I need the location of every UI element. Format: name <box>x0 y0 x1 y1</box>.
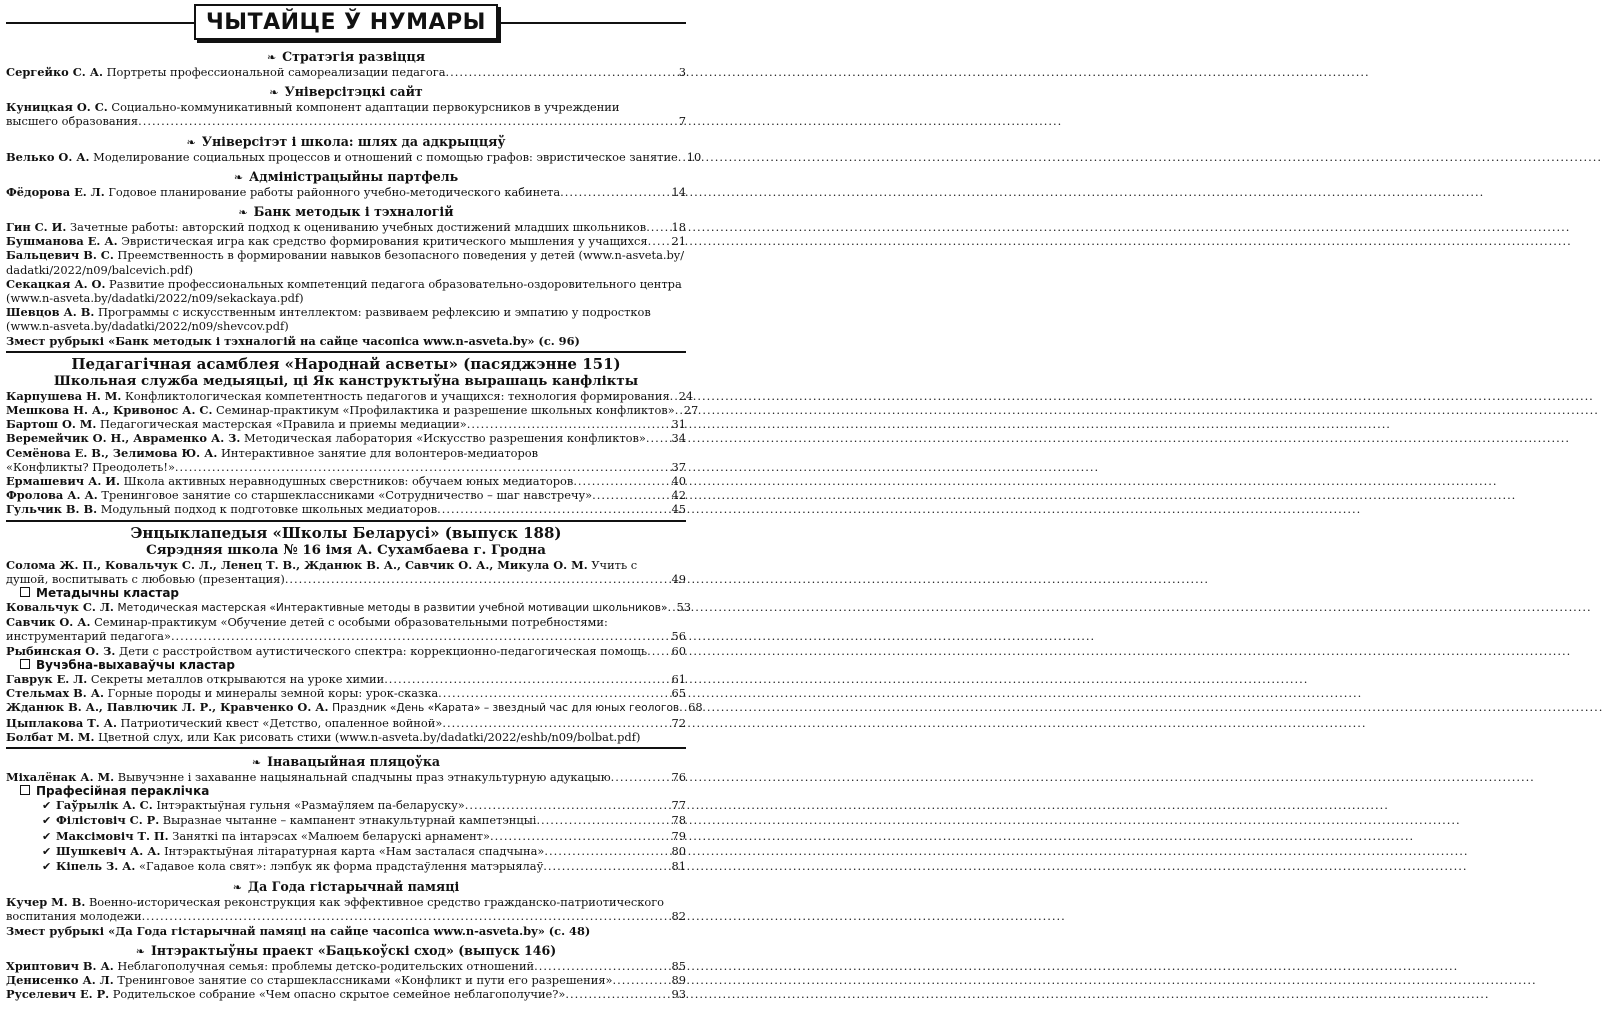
toc-entry <box>6 700 703 715</box>
dot-leader <box>437 502 670 516</box>
entry-title: Методическая мастерская «Интерактивные методы в развитии учебной мотивации школьников» <box>117 602 668 615</box>
checkmark-icon: ✔ <box>42 844 52 858</box>
entry-author: Максімовіч Т. П. <box>56 828 169 843</box>
toc-entry <box>6 770 686 784</box>
section-title: ❧ Да Года гістарычнай памяці <box>232 879 460 895</box>
checkbox-icon <box>20 659 30 669</box>
entry-title: Інтэрактыўная літаратурная карта «Нам засталася спадчына» <box>164 843 545 858</box>
toc-entry <box>6 248 686 276</box>
section-title: ❧ Інавацыйная пляцоўка <box>251 753 441 769</box>
entry-title-cont: душой, воспитывать с любовью (презентация) <box>6 571 285 586</box>
toc-entry <box>6 600 692 615</box>
toc-entry <box>6 615 686 643</box>
entry-title-cont: инструментарий педагога» <box>6 629 171 644</box>
dot-leader <box>668 600 676 614</box>
entry-author: Шевцов А. В. <box>6 305 95 320</box>
dot-leader <box>543 859 670 873</box>
entry-author: Кучер М. В. <box>6 895 86 910</box>
page-number: 21 <box>671 234 686 249</box>
entry-author: Фёдорова Е. Л. <box>6 184 105 199</box>
entry-title: Цветной слух, или Как рисовать стихи (www.n-asveta.by/dadatki/2022/eshb/n09/bolbat.pdf) <box>98 729 641 744</box>
entry-title-cont: воспитания молодежи <box>6 909 142 924</box>
dot-leader <box>560 185 670 199</box>
dot-leader <box>675 403 683 417</box>
dot-leader <box>611 770 671 784</box>
entry-title: Семинар-практикум «Профилактика и разрешение школьных конфликтов» <box>216 403 675 418</box>
entry-author: Гаврук Е. Л. <box>6 671 88 686</box>
section-divider <box>6 747 686 749</box>
checkmark-icon: ✔ <box>42 829 52 843</box>
checkbox-icon <box>20 785 30 795</box>
toc-entry <box>6 502 686 516</box>
entry-author: Жданюк В. А., Павлючик Л. Р., Кравченко О. А. <box>6 700 329 715</box>
dot-leader <box>670 389 678 403</box>
page-number: 78 <box>671 813 686 828</box>
cluster-heading: Вучэбна-выхаваўчы кластар <box>6 658 686 672</box>
toc-entry <box>6 388 694 403</box>
entry-author: Ковальчук С. Л. <box>6 600 114 615</box>
section-title: ❧ Стратэгія развіцця <box>266 49 426 64</box>
entry-title: Годовое планирование работы районного учебно-методического кабинета <box>108 184 561 199</box>
dot-leader <box>442 716 670 730</box>
toc-entry <box>6 959 686 973</box>
ornament-icon: ❧ <box>232 881 242 895</box>
toc-entry <box>6 973 686 987</box>
entry-author: Міхалёнак А. М. <box>6 769 115 784</box>
innovation-lead <box>6 770 686 784</box>
dot-leader <box>175 460 671 474</box>
entry-author: Руселевич Е. Р. <box>6 987 110 1002</box>
dot-leader <box>544 844 670 858</box>
assembly-title: Педагагічная асамблея «Народнай асветы» (пасяджэнне 151) <box>71 354 621 373</box>
page-number: 81 <box>671 858 686 873</box>
dot-leader <box>171 629 671 643</box>
entry-title: Военно-историческая реконструкция как эффективное средство гражданско-патриотического <box>88 895 665 910</box>
page-number: 37 <box>671 459 686 474</box>
entry-title: Школа активных неравнодушных сверстников: обучаем юных медиаторов <box>123 474 574 489</box>
entry-author: Ермашевич А. И. <box>6 474 121 489</box>
project-list <box>6 959 686 1002</box>
section-title: ❧ Адміністрацыйны партфель <box>233 168 459 184</box>
entry-title: Тренинговое занятие со старшеклассниками «Сотрудничество – шаг навстречу» <box>101 488 593 503</box>
dot-leader <box>465 798 671 812</box>
entry-title: Зачетные работы: авторский подход к оцениванию учебных достижений младших школьников <box>69 220 647 235</box>
ornament-icon: ❧ <box>233 170 244 184</box>
entry-author: Савчик О. А. <box>6 615 91 630</box>
checkbox-icon <box>20 587 30 597</box>
dot-leader <box>138 114 678 128</box>
entry-author: Філістовіч С. Р. <box>56 813 160 828</box>
toc-entry <box>6 644 686 658</box>
page-number: 61 <box>671 671 686 686</box>
entry-title: Семинар-практикум «Обучение детей с особыми образовательными потребностями: <box>94 615 608 630</box>
page-number: 89 <box>671 972 686 987</box>
sections-list <box>6 49 702 348</box>
page-number: 34 <box>671 431 686 446</box>
dot-leader <box>646 431 671 445</box>
dot-leader <box>592 488 670 502</box>
dot-leader <box>534 959 670 973</box>
dot-leader <box>647 644 670 658</box>
dot-leader <box>490 829 671 843</box>
toc-entry <box>6 730 686 744</box>
entry-author: Шушкевіч А. А. <box>56 843 161 858</box>
dot-leader <box>285 572 671 586</box>
page-number: 53 <box>676 600 692 615</box>
entry-title: Секреты металлов открываются на уроке химии <box>90 671 385 686</box>
entry-title: Родительское собрание «Чем опасно скрытое семейное неблагополучие?» <box>112 987 566 1002</box>
entry-title: Эвристическая игра как средство формирования критического мышления у учащихся <box>121 234 648 249</box>
entry-title: Развитие профессиональных компетенций педагога образовательно-оздоровительного центра <box>109 276 682 291</box>
entry-author: Гин С. И. <box>6 220 67 235</box>
entry-author: Гульчик В. В. <box>6 502 98 517</box>
innovation-list <box>6 798 686 874</box>
toc-entry <box>6 859 686 874</box>
toc-entry <box>6 895 686 923</box>
toc-entry <box>6 716 686 730</box>
dot-leader <box>467 417 671 431</box>
entry-author: Кіпель З. А. <box>56 858 136 873</box>
entry-title: Праздник «День «Карата» – звездный час для юных геологов <box>332 702 680 715</box>
entry-author: Болбат М. М. <box>6 729 95 744</box>
entry-title-cont: (www.n-asveta.by/dadatki/2022/n09/sekackaya.pdf) <box>6 291 304 306</box>
entry-author: Бальцевич В. С. <box>6 248 114 263</box>
entry-author: Секацкая А. О. <box>6 276 106 291</box>
entry-author: Стельмах В. А. <box>6 686 104 701</box>
page-number: 3 <box>678 65 686 79</box>
page-number: 14 <box>671 184 686 199</box>
toc-entry <box>6 446 686 474</box>
entry-title: Программы с искусственным интеллектом: развиваем рефлексию и эмпатию у подростков <box>97 305 651 320</box>
entry-title: Заняткі па інтарэсах «Малюем беларускі арнамент» <box>172 828 490 843</box>
toc-entry <box>6 686 686 700</box>
toc-entry <box>6 100 686 128</box>
section-title: ❧ Інтэрактыўны праект «Бацькоўскі сход» (выпуск 146) <box>135 942 557 958</box>
toc-entry <box>6 987 686 1001</box>
toc-entry <box>6 234 686 248</box>
section-title: ❧ Банк методык і тэхналогій <box>238 204 454 220</box>
encyclopedia-subtitle: Сярэдняя школа № 16 імя А. Сухамбаева г. Гродна <box>146 541 546 558</box>
dot-leader <box>536 813 670 827</box>
toc-entry <box>6 149 702 164</box>
toc-entry <box>6 305 686 333</box>
entry-author: Сергейко С. А. <box>6 65 103 79</box>
checkmark-icon: ✔ <box>42 814 52 828</box>
toc-entry <box>6 277 686 305</box>
section-divider <box>6 351 686 353</box>
page-number: 72 <box>671 715 686 730</box>
page-number: 24 <box>678 388 694 403</box>
entry-author: Гаўрылік А. С. <box>56 798 153 813</box>
toc-entry <box>6 417 686 431</box>
page-number: 82 <box>671 909 686 924</box>
toc-entry <box>6 672 686 686</box>
entry-title: Социально-коммуникативный компонент адаптации первокурсников в учреждении <box>111 100 620 115</box>
section-divider <box>6 520 686 522</box>
toc-entry <box>6 798 686 813</box>
checkmark-icon: ✔ <box>42 799 52 813</box>
ornament-icon: ❧ <box>251 755 262 769</box>
entry-author: Рыбинская О. З. <box>6 643 116 658</box>
page-number: 93 <box>671 987 686 1002</box>
toc-entry <box>6 220 686 234</box>
dot-leader <box>142 909 671 923</box>
entry-title: Интерактивное занятие для волонтеров-медиаторов <box>220 445 539 460</box>
dot-leader <box>438 686 670 700</box>
entry-title: Патриотический квест «Детство, опаленное войной» <box>120 715 443 730</box>
ornament-icon: ❧ <box>135 944 145 958</box>
entry-author: Веремейчик О. Н., Авраменко А. З. <box>6 431 241 446</box>
rubric-note: Змест рубрыкі «Банк методык і тэхналогій на сайце часопіса www.n-asveta.by» (с. 96) <box>6 333 580 348</box>
checkmark-icon: ✔ <box>42 859 52 873</box>
dot-leader <box>613 973 671 987</box>
entry-author: Карпушева Н. М. <box>6 388 122 403</box>
dot-leader <box>446 65 678 79</box>
header <box>6 0 686 44</box>
entry-author: Велько О. А. <box>6 149 90 164</box>
entry-author: Мешкова Н. А., Кривонос А. С. <box>6 403 213 418</box>
contents-page <box>6 0 703 1002</box>
entry-title: Педагогическая мастерская «Правила и приемы медиации» <box>100 417 467 432</box>
toc-entry <box>6 844 686 859</box>
dot-leader <box>565 987 670 1001</box>
cluster2-list <box>6 671 703 744</box>
page-number: 18 <box>671 220 686 235</box>
page-number: 77 <box>671 798 686 813</box>
toc-entry <box>6 488 686 502</box>
dot-leader <box>678 150 686 164</box>
dot-leader <box>646 220 670 234</box>
page-title: ЧЫТАЙЦЕ Ў НУМАРЫ <box>194 4 498 40</box>
entry-author: Семёнова Е. В., Зелимова Ю. А. <box>6 445 218 460</box>
toc-entry <box>6 558 686 586</box>
entry-title: Дети с расстройством аутистического спектра: коррекционно-педагогическая помощь <box>118 643 648 658</box>
dot-leader <box>573 474 670 488</box>
cluster1-list <box>6 600 692 658</box>
entry-title: Выразнае чытанне – кампанент этнакультурнай кампетэнцыі <box>162 813 537 828</box>
entry-title: Тренинговое занятие со старшеклассниками «Конфликт и пути его разрешения» <box>117 972 613 987</box>
section-title: ❧ Універсітэцкі сайт <box>269 84 423 100</box>
memory-lead <box>6 895 686 923</box>
page-number: 68 <box>688 700 703 715</box>
entry-title-cont: «Конфликты? Преодолеть!» <box>6 459 175 474</box>
page-number: 31 <box>671 417 686 432</box>
toc-entry <box>6 474 686 488</box>
encyclopedia-lead <box>6 558 686 586</box>
entry-title-cont: высшего образования <box>6 114 139 129</box>
assembly-subtitle: Школьная служба медыяцыі, ці Як канструктыўна вырашаць канфлікты <box>53 372 639 389</box>
assembly-list <box>6 388 699 517</box>
entry-title: Конфликтологическая компетентность педагогов и учащихся: технология формирования <box>124 388 670 403</box>
page-number: 60 <box>671 643 686 658</box>
page-number: 85 <box>671 958 686 973</box>
entry-title: Вывучэнне і захаванне нацыянальнай спадчыны праз этнакультурную адукацыю <box>117 769 611 784</box>
entry-title: Методическая лаборатория «Искусство разрешения конфликтов» <box>243 431 646 446</box>
page-number: 80 <box>671 843 686 858</box>
page-number: 40 <box>671 474 686 489</box>
cluster-heading: Метадычны кластар <box>6 586 686 600</box>
page-number: 7 <box>678 114 686 129</box>
page-number: 27 <box>683 403 699 418</box>
entry-author: Солома Ж. П., Ковальчук С. Л., Ленец Т. В., Жданюк В. А., Савчик О. А., Микула О. М. <box>6 557 588 572</box>
page-number: 42 <box>671 488 686 503</box>
toc-entry <box>6 813 686 828</box>
page-number: 10 <box>686 149 702 164</box>
toc-entry <box>6 185 686 199</box>
dot-leader <box>679 700 687 714</box>
entry-title: Горные породы и минералы земной коры: урок-сказка <box>107 686 439 701</box>
dot-leader <box>384 672 670 686</box>
page-number: 45 <box>671 502 686 517</box>
entry-title: Інтэрактыўная гульня «Размаўляем па-беларуску» <box>156 798 465 813</box>
page-number: 49 <box>671 571 686 586</box>
entry-title: Модульный подход к подготовке школьных медиаторов <box>100 502 438 517</box>
page-number: 65 <box>671 686 686 701</box>
page-number: 56 <box>671 629 686 644</box>
page-number: 79 <box>671 828 686 843</box>
entry-author: Хриптович В. А. <box>6 958 114 973</box>
entry-author: Денисенко А. Л. <box>6 972 114 987</box>
entry-title: Портреты профессиональной самореализации педагога <box>106 65 446 79</box>
entry-title-cont: (www.n-asveta.by/dadatki/2022/n09/shevcov.pdf) <box>6 319 289 334</box>
toc-entry <box>6 65 686 79</box>
toc-entry <box>6 829 686 844</box>
ornament-icon: ❧ <box>186 135 196 149</box>
entry-title: «Гадавое кола свят»: лэпбук як форма прадстаўлення матэрыялаў <box>139 858 544 873</box>
page-number: 76 <box>671 769 686 784</box>
entry-author: Бушманова Е. А. <box>6 234 118 249</box>
entry-author: Бартош О. М. <box>6 417 97 432</box>
toc-entry <box>6 403 699 418</box>
entry-title: Моделирование социальных процессов и отношений с помощью графов: эвристическое занятие <box>93 149 678 164</box>
ornament-icon: ❧ <box>238 206 248 220</box>
entry-title: Учить с <box>591 557 638 572</box>
toc-entry <box>6 431 686 445</box>
dot-leader <box>648 234 671 248</box>
entry-author: Фролова А. А. <box>6 488 98 503</box>
encyclopedia-title: Энцыклапедыя «Школы Беларусі» (выпуск 188) <box>130 523 562 542</box>
entry-author: Цыплакова Т. А. <box>6 715 117 730</box>
rubric-note: Змест рубрыкі «Да Года гістарычнай памяці на сайце часопіса www.n-asveta.by» (с. 48) <box>6 923 591 938</box>
entry-title: Преемственность в формировании навыков безопасного поведения у детей (www.n-asveta.by/ <box>117 248 685 263</box>
section-title: ❧ Універсітэт і школа: шлях да адкрыццяў <box>186 133 506 149</box>
ornament-icon: ❧ <box>269 86 279 100</box>
entry-title: Неблагополучная семья: проблемы детско-родительских отношений <box>117 958 535 973</box>
cluster-heading: Прафесійная пераклічка <box>6 784 686 798</box>
entry-title-cont: dadatki/2022/n09/balcevich.pdf) <box>6 262 194 277</box>
ornament-icon: ❧ <box>266 51 277 64</box>
entry-author: Куницкая О. С. <box>6 100 108 115</box>
